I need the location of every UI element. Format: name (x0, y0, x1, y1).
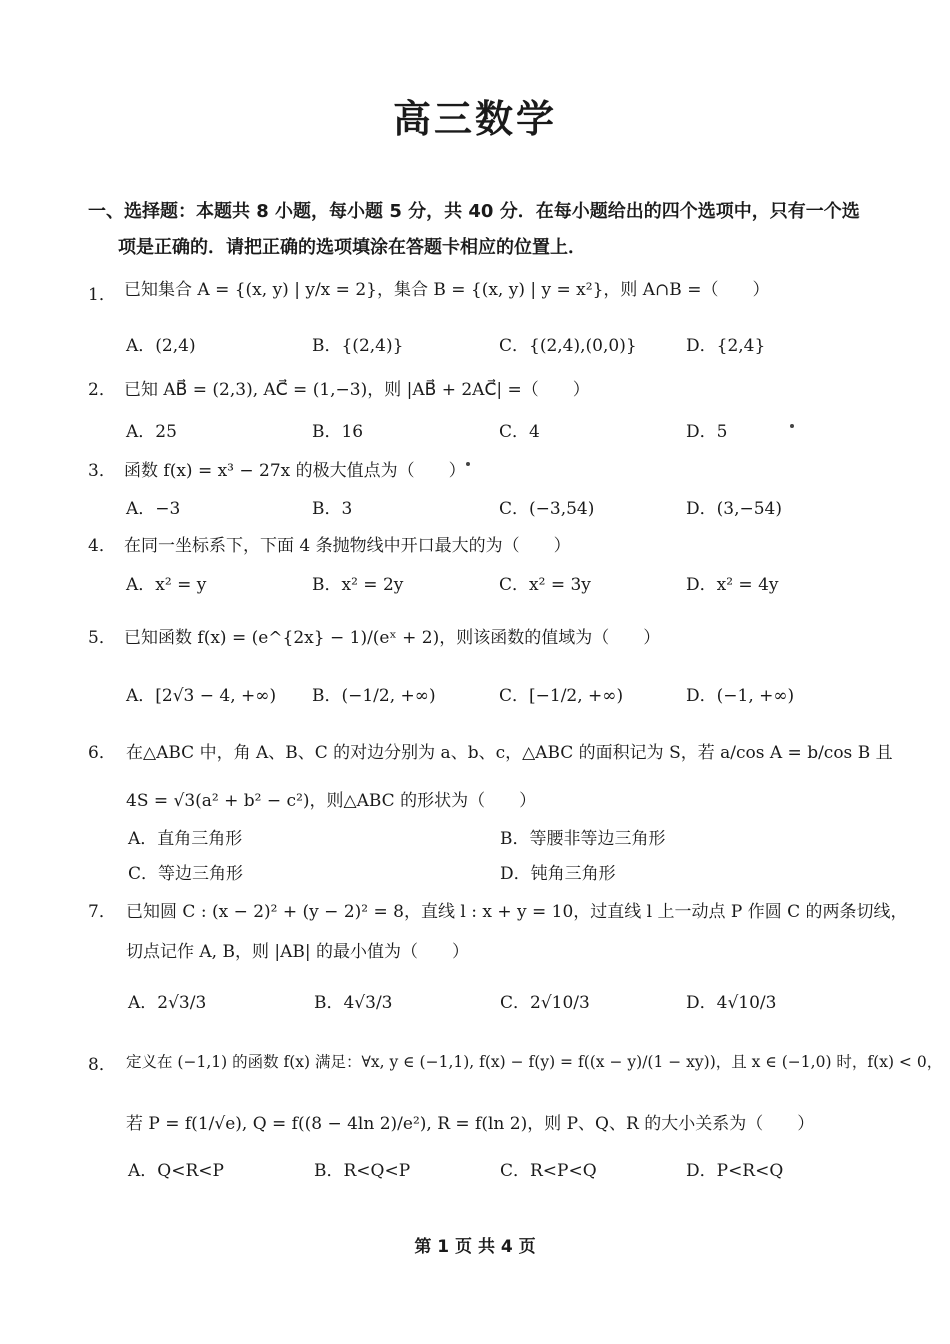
question-stem-continued: 4S = √3(a² + b² − c²)，则△ABC 的形状为（ ） (126, 791, 537, 811)
option-b: B．{(2,4)} (312, 336, 404, 356)
option-a: A．25 (126, 422, 177, 442)
option-a: A．[2√3 − 4, +∞) (126, 686, 277, 706)
question-stem: 已知圆 C : (x − 2)² + (y − 2)² = 8，直线 l : x + y = 10，过直线 l 上一动点 P 作圆 C 的两条切线， (126, 902, 908, 922)
option-d: D．x² = 4y (686, 575, 779, 595)
option-b: B．3 (312, 499, 353, 519)
option-a: A．x² = y (126, 575, 207, 595)
question-number: 1． (88, 285, 116, 305)
option-d: D．钝角三角形 (500, 864, 616, 884)
option-d: D．(−1, +∞) (686, 686, 795, 706)
section-instruction-line1: 一、选择题：本题共 8 小题，每小题 5 分，共 40 分．在每小题给出的四个选项中，只有一个选 (88, 201, 860, 222)
option-b: B．R<Q<P (314, 1161, 411, 1181)
option-d: D．(3,−54) (686, 499, 782, 519)
question-number: 5． (88, 628, 116, 648)
question-stem: 函数 f(x) = x³ − 27x 的极大值点为（ ） (124, 461, 466, 481)
option-a: A．−3 (126, 499, 181, 519)
option-b: B．x² = 2y (312, 575, 404, 595)
option-b: B．(−1/2, +∞) (312, 686, 436, 706)
option-d: D．4√10/3 (686, 993, 777, 1013)
question-number: 6． (88, 743, 116, 763)
option-a: A．直角三角形 (128, 829, 243, 849)
question-stem: 定义在 (−1,1) 的函数 f(x) 满足：∀x, y ∈ (−1,1), f(x) − f(y) = f((x − y)/(1 − xy))，且 x ∈ (−1,0) 时，f(x) < 0， (126, 1053, 943, 1071)
option-c: C．等边三角形 (128, 864, 244, 884)
question-number: 8． (88, 1055, 116, 1075)
page-title: 高三数学 (392, 97, 557, 141)
question-stem-continued: 切点记作 A, B，则 |AB| 的最小值为（ ） (126, 942, 470, 962)
option-d: D．P<R<Q (686, 1161, 784, 1181)
question-stem: 在△ABC 中，角 A、B、C 的对边分别为 a、b、c，△ABC 的面积记为 S，若 a/cos A = b/cos B 且 (126, 743, 893, 763)
option-d: D．5 (686, 422, 728, 442)
question-number: 4． (88, 536, 116, 556)
question-stem: 已知集合 A = {(x, y) | y/x = 2}，集合 B = {(x, y) | y = x²}，则 A∩B =（ ） (124, 280, 770, 300)
option-d: D．{2,4} (686, 336, 766, 356)
option-c: C．4 (499, 422, 540, 442)
option-c: C．x² = 3y (499, 575, 591, 595)
option-c: C．2√10/3 (500, 993, 590, 1013)
section-header (88, 194, 888, 266)
option-c: C．(−3,54) (499, 499, 595, 519)
question-stem-continued: 若 P = f(1/√e), Q = f((8 − 4ln 2)/e²), R = f(ln 2)，则 P、Q、R 的大小关系为（ ） (126, 1114, 815, 1134)
option-b: B．16 (312, 422, 364, 442)
option-a: A．(2,4) (126, 336, 196, 356)
option-a: A．Q<R<P (128, 1161, 224, 1181)
question-stem: 已知函数 f(x) = (e^{2x} − 1)/(eˣ + 2)，则该函数的值域为（ ） (124, 628, 661, 648)
option-a: A．2√3/3 (128, 993, 207, 1013)
scan-speck (790, 424, 794, 428)
question-number: 2． (88, 380, 116, 400)
question-stem: 已知 AB⃗ = (2,3), AC⃗ = (1,−3)，则 |AB⃗ + 2AC⃗| =（ ） (124, 380, 590, 400)
question-stem: 在同一坐标系下，下面 4 条抛物线中开口最大的为（ ） (124, 536, 571, 556)
scan-speck (466, 462, 470, 466)
option-b: B．4√3/3 (314, 993, 393, 1013)
section-instruction-line2: 项是正确的．请把正确的选项填涂在答题卡相应的位置上． (118, 237, 586, 258)
option-c: C．[−1/2, +∞) (499, 686, 624, 706)
question-number: 7． (88, 902, 116, 922)
question-number: 3． (88, 461, 116, 481)
option-c: C．{(2,4),(0,0)} (499, 336, 637, 356)
page-footer: 第 1 页 共 4 页 (414, 1237, 536, 1257)
option-b: B．等腰非等边三角形 (500, 829, 666, 849)
option-c: C．R<P<Q (500, 1161, 597, 1181)
